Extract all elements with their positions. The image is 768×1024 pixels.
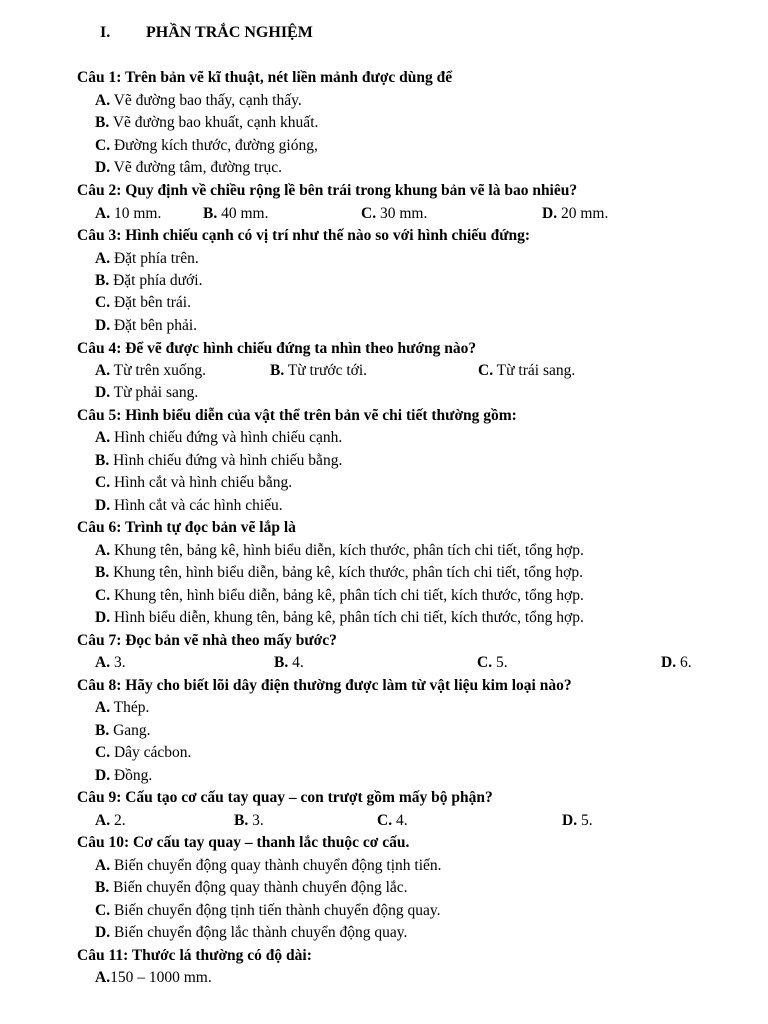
question-3: Câu 3: Hình chiếu cạnh có vị trí như thế nào so với hình chiếu đứng:	[77, 227, 531, 244]
option-8a: A. Thép.	[95, 699, 150, 716]
option-10d: D. Biến chuyển động lắc thành chuyển động quay.	[95, 924, 408, 941]
section-title: PHẦN TRẮC NGHIỆM	[146, 24, 313, 41]
question-6: Câu 6: Trình tự đọc bản vẽ lắp là	[77, 519, 296, 536]
option-3c: C. Đặt bên trái.	[95, 294, 191, 311]
option-10c: C. Biến chuyển động tịnh tiến thành chuyển động quay.	[95, 902, 441, 919]
option-2d: D. 20 mm.	[542, 205, 609, 222]
option-11a: A.150 – 1000 mm.	[95, 969, 212, 986]
question-2: Câu 2: Quy định về chiều rộng lề bên trái trong khung bản vẽ là bao nhiêu?	[77, 182, 578, 199]
question-11: Câu 11: Thước lá thường có độ dài:	[77, 947, 312, 964]
option-9d: D. 5.	[562, 812, 593, 829]
section-heading	[100, 24, 313, 42]
option-7a: A. 3.	[95, 654, 126, 671]
option-7c: C. 5.	[477, 654, 508, 671]
option-5b: B. Hình chiếu đứng và hình chiếu bằng.	[95, 452, 343, 469]
question-5: Câu 5: Hình biểu diễn của vật thể trên bản vẽ chi tiết thường gồm:	[77, 407, 517, 424]
option-6b: B. Khung tên, hình biểu diễn, bảng kê, kích thước, phân tích chi tiết, tổng hợp.	[95, 564, 583, 581]
option-9b: B. 3.	[234, 812, 264, 829]
option-8c: C. Dây cácbon.	[95, 744, 192, 761]
option-4c: C. Từ trái sang.	[478, 362, 576, 379]
option-6d: D. Hình biểu diễn, khung tên, bảng kê, phân tích chi tiết, kích thước, tổng hợp.	[95, 609, 584, 626]
option-3b: B. Đặt phía dưới.	[95, 272, 203, 289]
option-5d: D. Hình cắt và các hình chiếu.	[95, 497, 283, 514]
question-1: Câu 1: Trên bản vẽ kĩ thuật, nét liền mảnh được dùng để	[77, 69, 453, 86]
option-9c: C. 4.	[377, 812, 408, 829]
question-8: Câu 8: Hãy cho biết lõi dây điện thường được làm từ vật liệu kim loại nào?	[77, 677, 572, 694]
option-7d: D. 6.	[661, 654, 692, 671]
question-4: Câu 4: Để vẽ được hình chiếu đứng ta nhìn theo hướng nào?	[77, 340, 477, 357]
option-10b: B. Biến chuyển động quay thành chuyển động lắc.	[95, 879, 408, 896]
question-7: Câu 7: Đọc bản vẽ nhà theo mấy bước?	[77, 632, 337, 649]
option-4a: A. Từ trên xuống.	[95, 362, 207, 379]
option-8d: D. Đồng.	[95, 767, 153, 784]
option-8b: B. Gang.	[95, 722, 151, 739]
option-3d: D. Đặt bên phải.	[95, 317, 198, 334]
option-9a: A. 2.	[95, 812, 126, 829]
option-6c: C. Khung tên, hình biểu diễn, bảng kê, phân tích chi tiết, kích thước, tổng hợp.	[95, 587, 584, 604]
question-10: Câu 10: Cơ cấu tay quay – thanh lắc thuộc cơ cấu.	[77, 834, 410, 851]
option-1b: B. Vẽ đường bao khuất, cạnh khuất.	[95, 114, 319, 131]
option-5c: C. Hình cắt và hình chiếu bằng.	[95, 474, 293, 491]
option-4b: B. Từ trước tới.	[270, 362, 368, 379]
option-10a: A. Biến chuyển động quay thành chuyển động tịnh tiến.	[95, 857, 442, 874]
option-2b: B. 40 mm.	[203, 205, 269, 222]
option-1d: D. Vẽ đường tâm, đường trục.	[95, 159, 283, 176]
option-2c: C. 30 mm.	[361, 205, 428, 222]
option-2a: A. 10 mm.	[95, 205, 162, 222]
option-6a: A. Khung tên, bảng kê, hình biểu diễn, kích thước, phân tích chi tiết, tổng hợp.	[95, 542, 584, 559]
option-4d: D. Từ phải sang.	[95, 384, 199, 401]
option-3a: A. Đặt phía trên.	[95, 250, 199, 267]
option-1a: A. Vẽ đường bao thấy, cạnh thấy.	[95, 92, 302, 109]
option-1c: C. Đường kích thước, đường gióng,	[95, 137, 318, 154]
option-7b: B. 4.	[274, 654, 304, 671]
question-9: Câu 9: Cấu tạo cơ cấu tay quay – con trượt gồm mấy bộ phận?	[77, 789, 493, 806]
section-number: I.	[100, 24, 111, 41]
option-5a: A. Hình chiếu đứng và hình chiếu cạnh.	[95, 429, 343, 446]
